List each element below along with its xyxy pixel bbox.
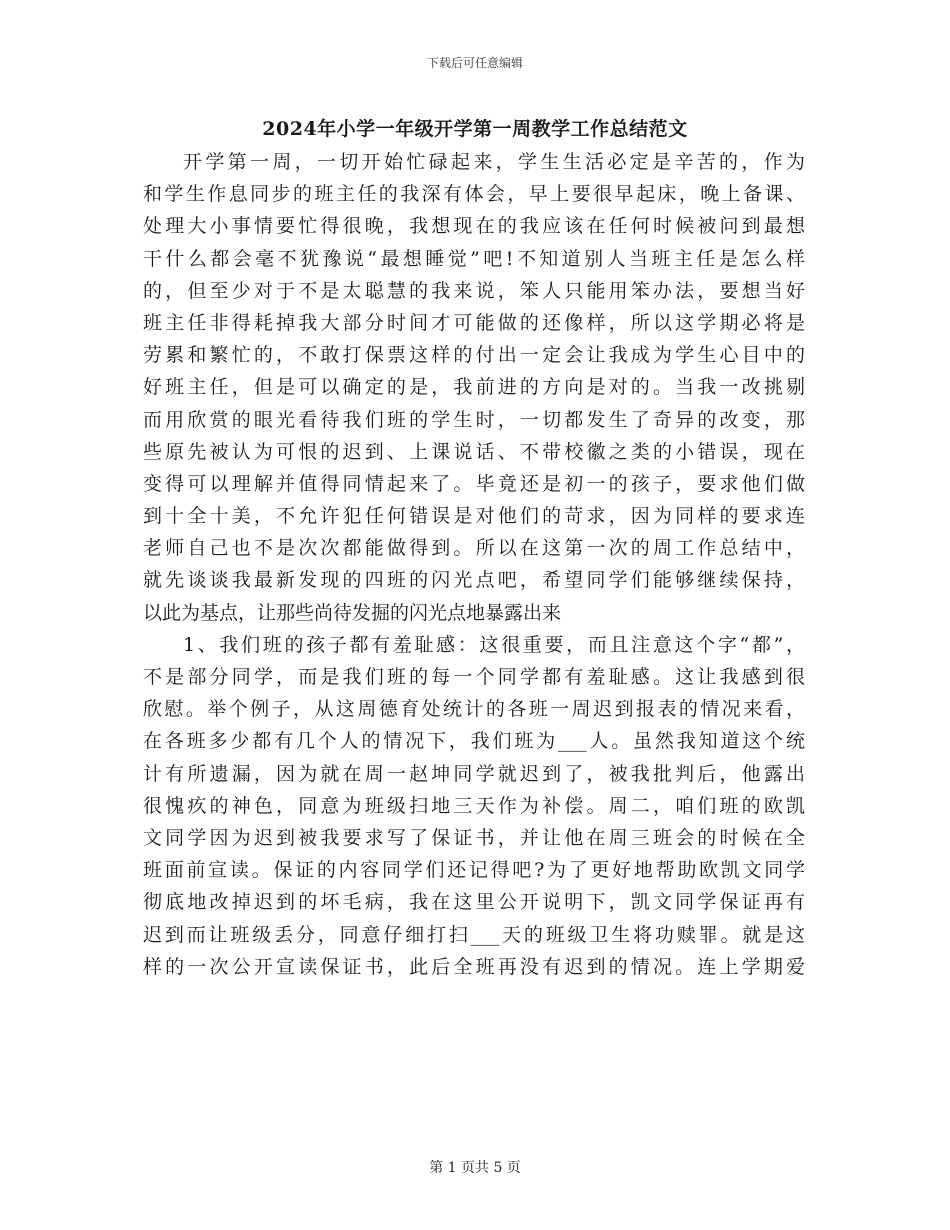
text-line: 以此为基点，让那些尚待发掘的闪光点地暴露出来 bbox=[143, 601, 562, 624]
text-line: 开学第一周，一切开始忙碌起来，学生生活必定是辛苦的，作为 bbox=[183, 151, 805, 173]
text-line: 和学生作息同步的班主任的我深有体会，早上要很早起床，晚上备课、 bbox=[143, 183, 805, 206]
text-line: 1、我们班的孩子都有羞耻感：这很重要，而且注意这个字“都”， bbox=[183, 633, 805, 656]
text-line: 在各班多少都有几个人的情况下，我们班为___人。虽然我知道这个统 bbox=[143, 730, 805, 753]
text-line: 样的一次公开宣读保证书，此后全班再没有迟到的情况。连上学期爱 bbox=[143, 955, 805, 978]
text-line: 迟到而让班级丢分，同意仔细打扫___天的班级卫生将功赎罪。就是这 bbox=[143, 923, 805, 946]
text-line: 些原先被认为可恨的迟到、上课说话、不带校徽之类的小错误，现在 bbox=[143, 440, 805, 463]
text-line: 班面前宣读。保证的内容同学们还记得吧?为了更好地帮助欧凯文同学 bbox=[143, 859, 805, 882]
text-line: 的，但至少对于不是太聪慧的我来说，笨人只能用笨办法，要想当好 bbox=[143, 279, 805, 302]
text-line: 劳累和繁忙的，不敢打保票这样的付出一定会让我成为学生心目中的 bbox=[143, 344, 805, 367]
text-line: 文同学因为迟到被我要求写了保证书，并让他在周三班会的时候在全 bbox=[143, 826, 805, 849]
text-line: 彻底地改掉迟到的坏毛病，我在这里公开说明下，凯文同学保证再有 bbox=[143, 891, 805, 914]
paragraph-2 bbox=[143, 629, 805, 983]
text-line: 变得可以理解并值得同情起来了。毕竟还是初一的孩子，要求他们做 bbox=[143, 472, 805, 495]
text-line: 班主任非得耗掉我大部分时间才可能做的还像样，所以这学期必将是 bbox=[143, 311, 805, 334]
text-line: 不是部分同学，而是我们班的每一个同学都有羞耻感。这让我感到很 bbox=[143, 666, 805, 688]
header-note: 下载后可任意编辑 bbox=[426, 56, 523, 70]
text-line: 而用欣赏的眼光看待我们班的学生时，一切都发生了奇异的改变，那 bbox=[143, 408, 805, 431]
page-footer: 第 1 页共 5 页 bbox=[429, 1160, 521, 1176]
text-line: 就先谈谈我最新发现的四班的闪光点吧，希望同学们能够继续保持， bbox=[143, 569, 805, 592]
document-title: 2024年小学一年级开学第一周教学工作总结范文 bbox=[262, 118, 688, 140]
paragraph-1 bbox=[143, 146, 805, 629]
text-line: 好班主任，但是可以确定的是，我前进的方向是对的。当我一改挑剔 bbox=[143, 376, 805, 399]
text-line: 很愧疚的神色，同意为班级扫地三天作为补偿。周二，咱们班的欧凯 bbox=[143, 794, 805, 817]
text-line: 干什么都会毫不犹豫说“最想睡觉”吧!不知道别人当班主任是怎么样 bbox=[143, 247, 805, 270]
document-body bbox=[143, 146, 805, 983]
text-line: 到十全十美，不允许犯任何错误是对他们的苛求，因为同样的要求连 bbox=[143, 505, 805, 528]
text-line: 计有所遗漏，因为就在周一赵坤同学就迟到了，被我批判后，他露出 bbox=[143, 762, 805, 785]
text-line: 欣慰。举个例子，从这周德育处统计的各班一周迟到报表的情况来看， bbox=[143, 698, 805, 721]
text-line: 老师自己也不是次次都能做得到。所以在这第一次的周工作总结中， bbox=[143, 537, 805, 560]
text-line: 处理大小事情要忙得很晚，我想现在的我应该在任何时候被问到最想 bbox=[143, 215, 805, 238]
